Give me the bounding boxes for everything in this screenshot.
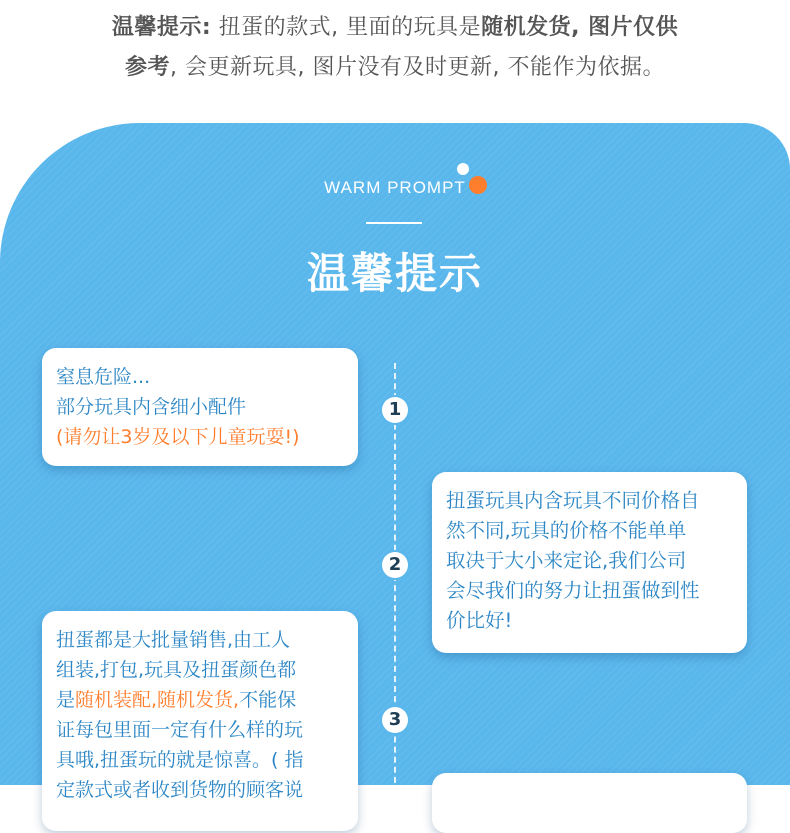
card2-line: 会尽我们的努力让扭蛋做到性 [446,579,700,602]
decor-dot-white [457,163,469,175]
card2-line: 价比好! [446,609,513,632]
card2-line: 取决于大小来定论,我们公司 [446,549,687,572]
card3-highlight: 随机装配,随机发货, [75,689,240,711]
warm-prompt-panel [0,123,790,801]
panel-subtitle: WARM PROMPT [324,178,466,197]
step-number-3: 3 [382,707,408,733]
card2-line: 然不同,玩具的价格不能单单 [446,519,687,542]
card3-line: 证每包里面一定有什么样的玩 [56,719,304,741]
panel-title: 温馨提示 [306,249,483,298]
top-notice [0,8,790,88]
card1-warning: (请勿让3岁及以下儿童玩耍!) [56,426,300,448]
notice-line-1 [0,8,790,48]
notice-emphasis: 随机发货, 图片仅供 [481,15,679,40]
card2-line: 扭蛋玩具内含玩具不同价格自 [446,489,700,512]
notice-line-2 [0,48,790,88]
tip-card-3 [42,611,358,831]
card3-line-mixed [56,685,344,715]
tip-card-1 [42,348,358,466]
card3-line: 具哦,扭蛋玩的就是惊喜。( 指 [56,749,304,771]
tip-card-4 [432,773,747,833]
card1-line: 部分玩具内含细小配件 [56,396,247,418]
notice-emphasis-2: 参考 [125,55,171,80]
subtitle-divider [366,222,422,224]
card3-line: 组装,打包,玩具及扭蛋颜色都 [56,659,297,681]
notice-text-2: , 会更新玩具, 图片没有及时更新, 不能作为依据。 [170,55,665,80]
step-number-2: 2 [382,552,408,578]
card3-line: 定款式或者收到货物的顾客说 [56,779,304,801]
step-number-1: 1 [382,397,408,423]
card3-line: 扭蛋都是大批量销售,由工人 [56,629,291,651]
card3-text: 不能保 [239,689,297,711]
card3-text: 是 [56,689,76,711]
card1-line: 窒息危险... [56,366,151,388]
notice-text: 扭蛋的款式, 里面的玩具是 [211,15,482,40]
tip-card-2 [432,472,747,653]
notice-label: 温馨提示: [111,15,212,40]
